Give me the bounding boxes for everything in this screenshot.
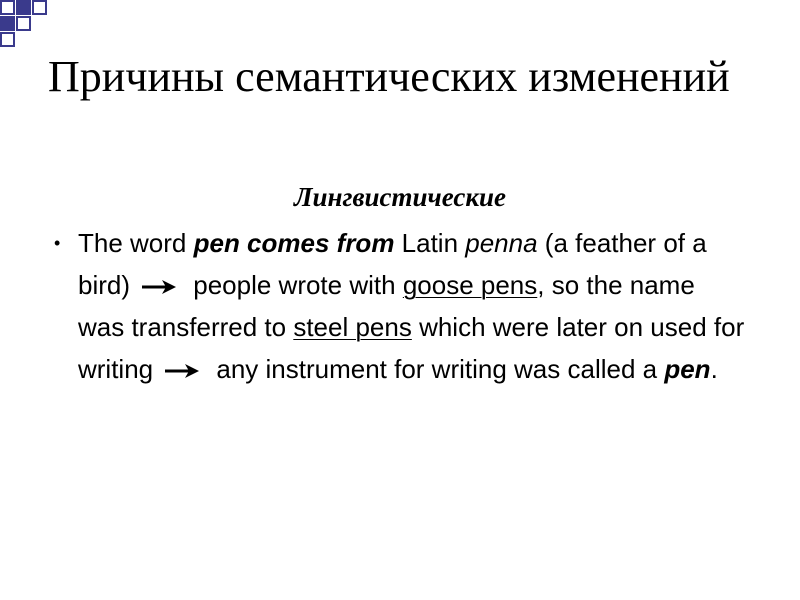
bullet-text: which were later on used for writing: [78, 312, 745, 384]
bullet-text-emphasis: pen comes from: [193, 228, 395, 258]
corner-square-decoration: [32, 0, 47, 15]
bullet-text-emphasis: pen: [664, 354, 711, 384]
slide-title: Причины семантических изменений: [48, 52, 730, 101]
bullet-item: [48, 222, 748, 390]
bullet-text: The word: [78, 228, 194, 258]
corner-square-decoration: [16, 16, 31, 31]
bullet-list: [48, 222, 748, 390]
corner-square-decoration: [0, 16, 15, 31]
right-arrow-icon: [142, 279, 176, 295]
bullet-text-italic: penna: [465, 228, 538, 258]
bullet-text-underlined: steel pens: [293, 312, 412, 342]
corner-square-decoration: [0, 32, 15, 47]
right-arrow-icon: [165, 363, 199, 379]
bullet-text: , so the name was transferred to: [78, 270, 695, 342]
corner-square-decoration: [16, 0, 31, 15]
corner-square-decoration: [0, 0, 15, 15]
bullet-text-underlined: goose pens: [402, 270, 538, 300]
bullet-text: Latin: [394, 228, 466, 258]
bullet-text: (a feather of a bird): [78, 228, 707, 300]
bullet-text: people wrote with: [186, 270, 403, 300]
bullet-marker: •: [54, 233, 61, 253]
bullet-text: .: [710, 354, 718, 384]
bullet-text: any instrument for writing was called a: [209, 354, 665, 384]
slide-subtitle: Лингвистические: [293, 182, 507, 212]
